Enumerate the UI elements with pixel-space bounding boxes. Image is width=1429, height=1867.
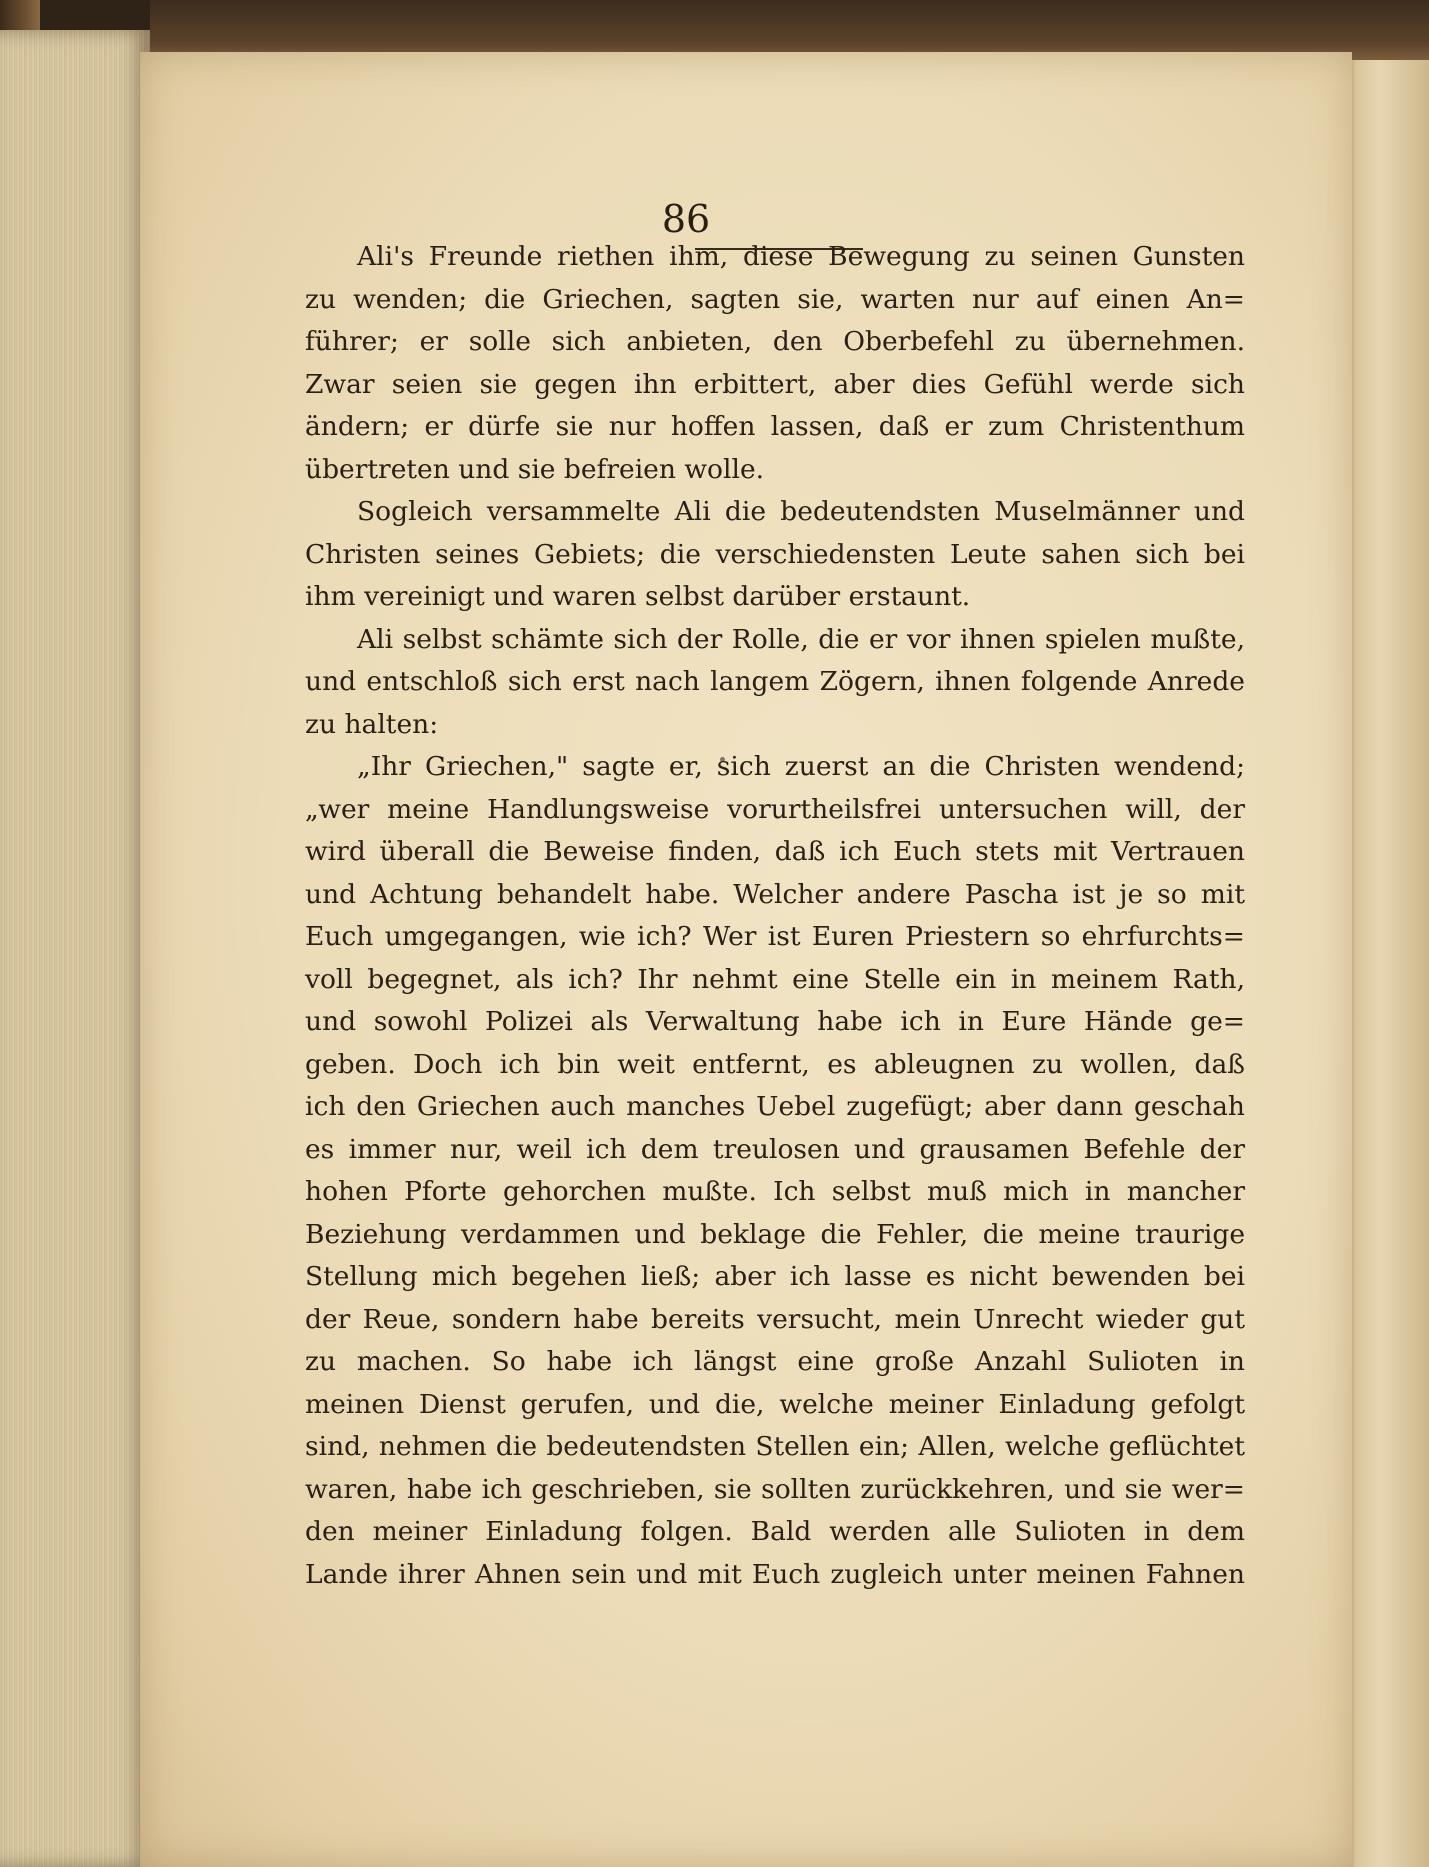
text-line: Stellung mich begehen ließ; aber ich lasse es nicht bewenden bei bbox=[305, 1261, 1245, 1292]
text-line: es immer nur, weil ich dem treulosen und grausamen Befehle der bbox=[305, 1133, 1245, 1165]
text-line: geben. Doch ich bin weit entfernt, es ableugnen zu wollen, daß bbox=[305, 1048, 1245, 1080]
text-line: zu machen. So habe ich längst eine große Anzahl Sulioten in bbox=[305, 1346, 1245, 1377]
text-line: und entschloß sich erst nach langem Zögern, ihnen folgende Anrede bbox=[305, 666, 1245, 697]
page-number: 86 bbox=[661, 197, 711, 241]
text-line: und Achtung behandelt habe. Welcher andere Pascha ist je so mit bbox=[305, 878, 1245, 910]
text-line: der Reue, sondern habe bereits versucht, mein Unrecht wieder gut bbox=[305, 1303, 1245, 1335]
text-line: Ali's Freunde riethen ihm, diese Bewegung zu seinen Gunsten bbox=[357, 241, 1245, 272]
text-line: Zwar seien sie gegen ihn erbittert, aber dies Gefühl werde sich bbox=[305, 368, 1245, 400]
text-line: ich den Griechen auch manches Uebel zugefügt; aber dann geschah bbox=[305, 1091, 1245, 1122]
text-line: wird überall die Beweise finden, daß ich Euch stets mit Vertrauen bbox=[305, 836, 1245, 867]
text-line: ändern; er dürfe sie nur hoffen lassen, daß er zum Christenthum bbox=[305, 411, 1245, 442]
text-line: „wer meine Handlungsweise vorurtheilsfrei untersuchen will, der bbox=[305, 793, 1245, 825]
text-line: Sogleich versammelte Ali die bedeutendsten Muselmänner und bbox=[357, 496, 1245, 527]
text-line: zu wenden; die Griechen, sagten sie, warten nur auf einen An= bbox=[305, 283, 1245, 315]
text-line: übertreten und sie befreien wolle. bbox=[305, 453, 765, 485]
text-line: sind, nehmen die bedeutendsten Stellen ein; Allen, welche geflüchtet bbox=[305, 1431, 1245, 1462]
text-line: voll begegnet, als ich? Ihr nehmt eine Stelle ein in meinem Rath, bbox=[305, 963, 1245, 995]
text-line: „Ihr Griechen," sagte er, sich zuerst an die Christen wendend; bbox=[357, 751, 1245, 782]
left-page-stack bbox=[0, 30, 150, 1867]
text-line: Christen seines Gebiets; die verschiedensten Leute sahen sich bei bbox=[305, 538, 1245, 570]
text-line: meinen Dienst gerufen, und die, welche meiner Einladung gefolgt bbox=[305, 1388, 1245, 1420]
right-page-edge bbox=[1340, 60, 1429, 1867]
body-text bbox=[305, 236, 1245, 1596]
text-line: hohen Pforte gehorchen mußte. Ich selbst muß mich in mancher bbox=[305, 1176, 1245, 1207]
text-line: zu halten: bbox=[305, 708, 439, 740]
text-line: führer; er solle sich anbieten, den Oberbefehl zu übernehmen. bbox=[305, 326, 1245, 357]
text-line: Lande ihrer Ahnen sein und mit Euch zugleich unter meinen Fahnen bbox=[305, 1558, 1245, 1590]
text-line: waren, habe ich geschrieben, sie sollten zurückkehren, und sie wer= bbox=[305, 1473, 1245, 1505]
text-line: Ali selbst schämte sich der Rolle, die er vor ihnen spielen mußte, bbox=[357, 623, 1245, 655]
text-line: Euch umgegangen, wie ich? Wer ist Euren Priestern so ehrfurchts= bbox=[305, 921, 1245, 952]
text-line: ihm vereinigt und waren selbst darüber erstaunt. bbox=[305, 581, 971, 612]
text-line: Beziehung verdammen und beklage die Fehler, die meine traurige bbox=[305, 1218, 1245, 1250]
text-line: den meiner Einladung folgen. Bald werden alle Sulioten in dem bbox=[305, 1516, 1245, 1547]
text-line: und sowohl Polizei als Verwaltung habe ich in Eure Hände ge= bbox=[305, 1006, 1245, 1037]
